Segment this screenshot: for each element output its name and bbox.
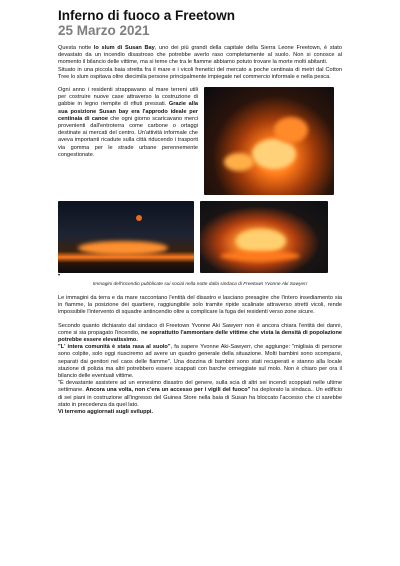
text: ha deplorato la sindaca.. Un edificio di sei piani in costruzione all'ingresso del Guinea Store nella baia di Susan ha bloccato l'accesso che ci sarebbe stato in precedenza da quel lato.	[58, 387, 342, 408]
bold-text: Ancora una volta, non c'era un accesso per i vigili del fuoco"	[85, 387, 251, 394]
paragraph-intro	[58, 45, 342, 67]
text-image-row	[58, 87, 342, 195]
text: "È devastante assistere ad un ennesimo disastro del genere, sulla scia di altri sei incendi scoppiati nelle ultime settimane.	[58, 380, 342, 394]
paragraph-residents	[58, 87, 198, 159]
paragraph-location: Situato in una piccola baia stretta fra il mare e i vicoli frenetici del mercato a poche centinaia di metri dal Cotton Tree lo slum ospitava oltre diecimila persone principalmente impiegate nel commercio informale e nella pesca.	[58, 66, 342, 80]
text: Questa notte	[58, 45, 94, 51]
article-title: Inferno di fuoco a Freetown	[58, 8, 236, 23]
text: che ogni giorno scaricavano merci provenienti dall'entroterra come carbone o ortaggi destinate ai mercati del centro. Un'attività informale che aveva importanti ricadute sulla città riducendo i trasporti via gomma per le strade urbane perennemente congestionate.	[58, 115, 199, 158]
text: Ogni anno i residenti strappavano al mare terreni utili per costruire nuove case attraverso la costruzione di gabbie in legno riempite di rifiuti pressati.	[58, 87, 198, 108]
bold-text: Grazie alla sua posizione Susan bay era l'approdo ideale per centinaia di canoe	[58, 101, 198, 122]
fire-photo-1	[204, 87, 334, 195]
bold-text: Vi terremo aggiornati sugli sviluppi.	[58, 409, 154, 416]
paragraph-updates	[58, 409, 342, 416]
paragraph-images: Le immagini da terra e da mare raccontano l'entità del disastro e lasciano presagire che l'intero insediamento sia in fiamme, la posizione dei quartiere, raggiungibile solo tramite ripide scalinate attraverso stretti vicoli, rende impossibile l'intervento di squadre antincendio oltre a complicare la fuga dei residenti verso zone sicure.	[58, 295, 342, 316]
article-date: 25 Marzo 2021	[58, 23, 150, 38]
paragraph-devastating	[58, 380, 342, 409]
bold-text: ne soprattutto l'ammontare delle vittime che vista la densità di popolazione potrebbe essere elevatissimo.	[58, 329, 342, 344]
text: , uno dei più grandi della capitale della Sierra Leone Freetown, è stato devastato da un incendio disastroso che potrebbe averlo raso completamente al suolo. Non si conosce al momento il bilancio delle vittime, ma si teme che tra le fiamme abbiamo potuto trovare la morte molti abitanti.	[58, 45, 342, 66]
bold-text: lo slum di Susan Bay	[93, 45, 155, 51]
paragraph-mayor	[58, 323, 342, 345]
photo-row	[58, 201, 342, 273]
photo-caption: Immagini dell'incendio pubblicate sui social nella notte dalla sindaca di Freetown Yvonne Aki Sawyerr	[92, 282, 308, 288]
list-bullet: •	[58, 273, 61, 280]
bold-text: "L' intera comunità è stata rasa al suolo"	[58, 344, 171, 351]
fire-photo-3	[200, 201, 328, 273]
fire-photo-2	[58, 201, 194, 273]
text: Secondo quanto dichiarato dal sindaco di Freetown Yvonne Aki Sawyerr non è ancora chiara l'entità dei danni, come si sia propagato l'incendio,	[58, 322, 342, 336]
paragraph-quote	[58, 344, 342, 380]
text: , fa sapere Yvonne Aki-Sawyerr, che aggiunge: "migliaia di persone sono colpite, solo oggi riusciremo ad avere un quadro generale della situazione. Molti bambini sono scomparsi, separati dai genitori nel caos delle fiamme". Una dozzina di bambini sono stati recuperati e stanno alla locale stazione di polizia ma altri potrebbero essere scappati con barche ormeggiate sul molo. Non è chiaro per ora il bilancio delle eventuali vittime.	[58, 344, 342, 380]
